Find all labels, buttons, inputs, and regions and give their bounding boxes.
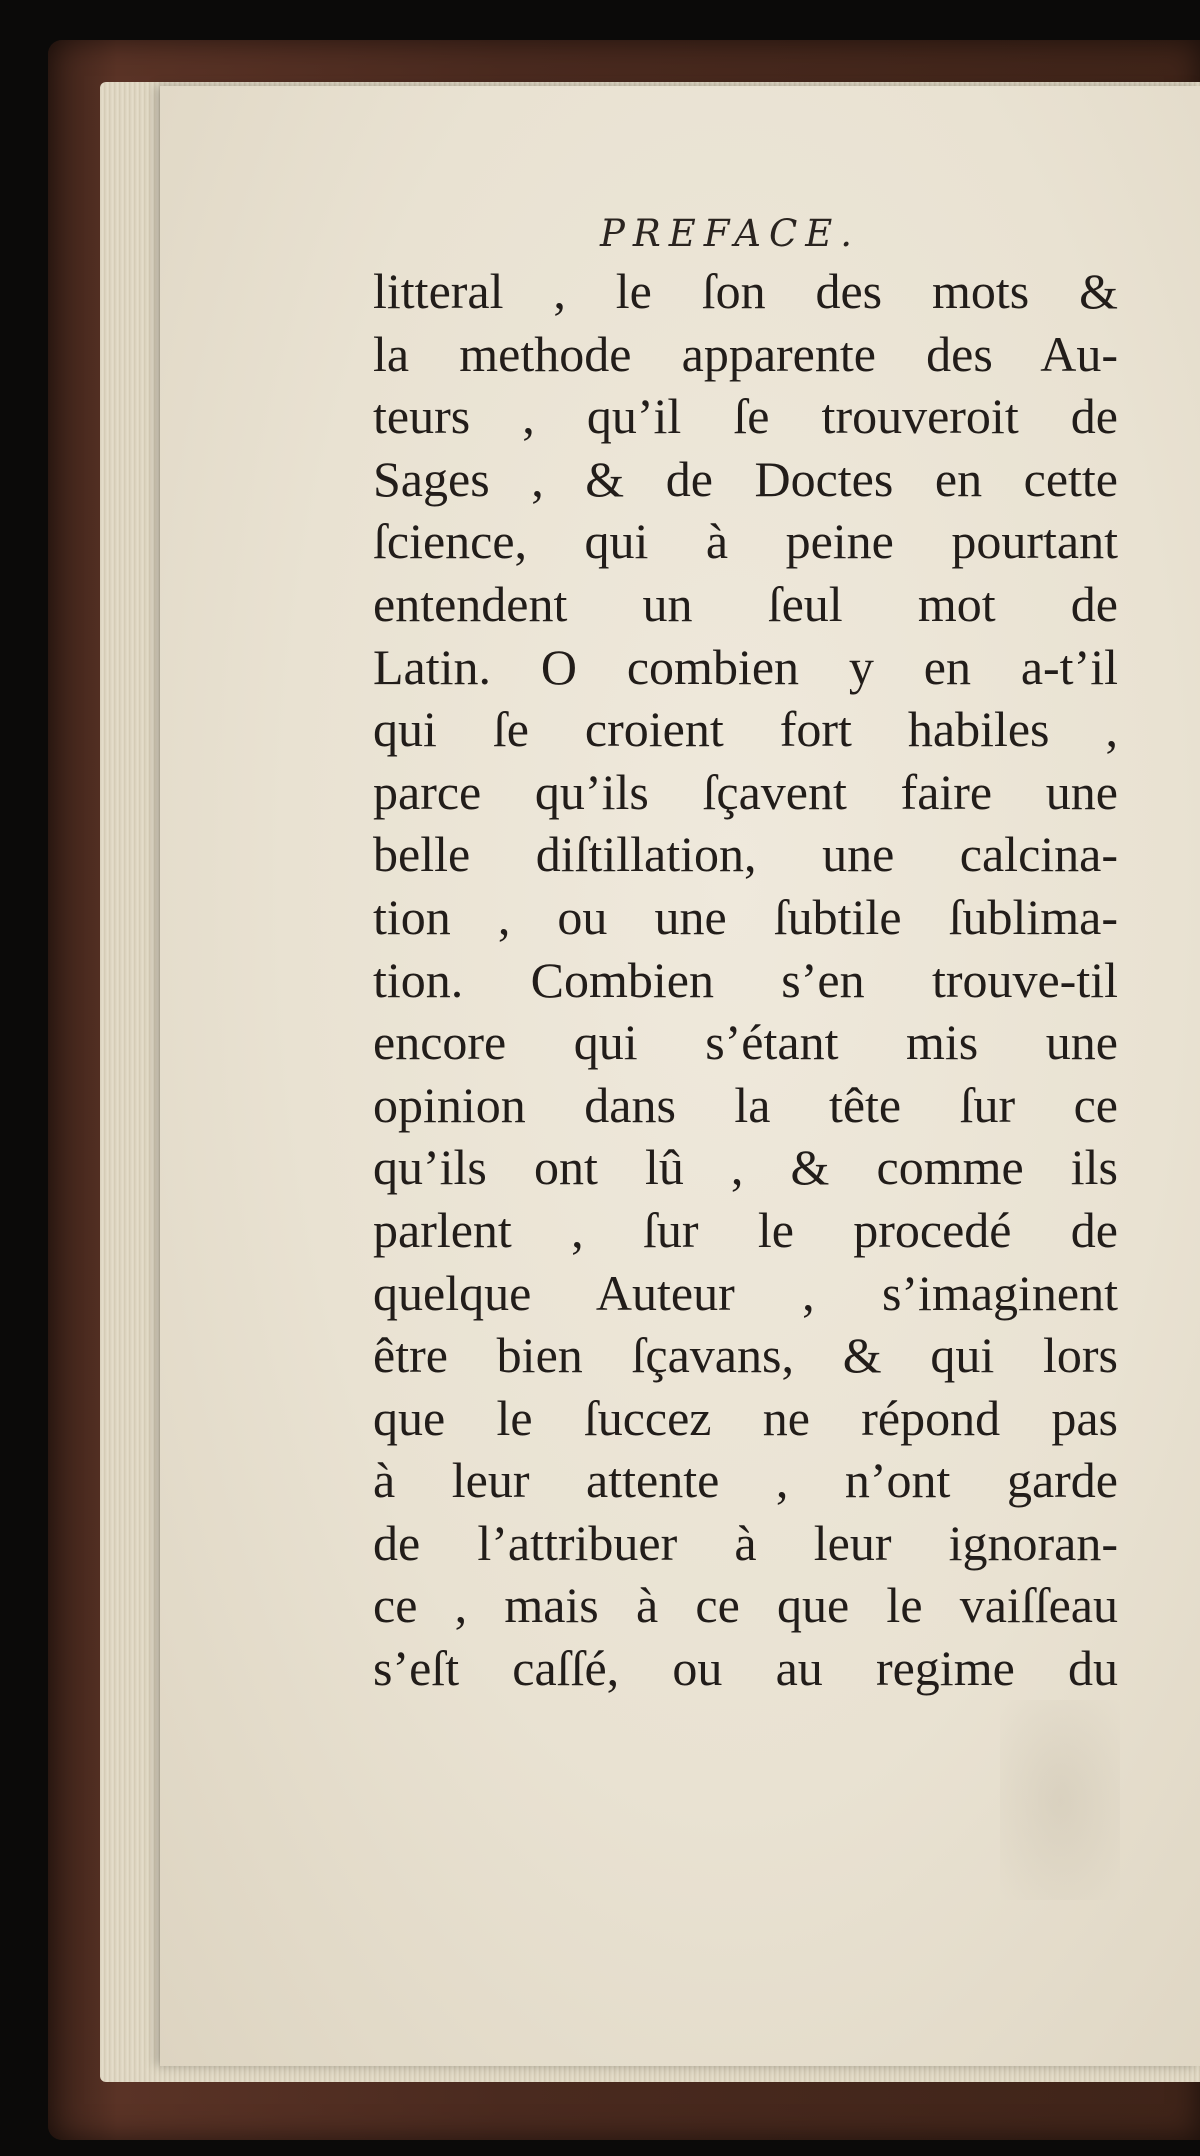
text-line: qui ſe croient fort habiles , [373, 701, 1118, 758]
text-line: entendent un ſeul mot de [373, 575, 1118, 632]
text-line: à leur attente , n’ont garde [373, 1452, 1118, 1509]
text-line: encore qui s’étant mis une [373, 1014, 1118, 1071]
text-line: teurs , qu’il ſe trouveroit de [373, 388, 1118, 445]
page-stain [1000, 1700, 1120, 1900]
text-line: parlent , ſur le procedé de [373, 1201, 1118, 1258]
text-line: que le ſuccez ne répond pas [373, 1389, 1118, 1446]
body-text [373, 260, 1118, 1700]
text-line: qu’ils ont lû , & comme ils [373, 1139, 1118, 1196]
running-head: PREFACE. [600, 212, 861, 255]
text-line: la methode apparente des Au- [373, 325, 1118, 382]
text-line: quelque Auteur , s’imaginent [373, 1264, 1118, 1321]
text-line: de l’attribuer à leur ignoran- [373, 1514, 1118, 1571]
text-line: opinion dans la tête ſur ce [373, 1076, 1118, 1133]
text-line: ce , mais à ce que le vaiſſeau [373, 1577, 1118, 1634]
text-line: s’eſt caſſé, ou au regime du [373, 1640, 1118, 1697]
text-line: ſcience, qui à peine pourtant [373, 513, 1118, 570]
text-line: Sages , & de Doctes en cette [373, 450, 1118, 507]
text-line: Latin. O combien y en a-t’il [373, 638, 1118, 695]
text-line: être bien ſçavans, & qui lors [373, 1327, 1118, 1384]
text-line: litteral , le ſon des mots & [373, 263, 1118, 319]
text-line: tion , ou une ſubtile ſublima- [373, 888, 1118, 945]
text-line: parce qu’ils ſçavent faire une [373, 763, 1118, 820]
text-line: belle diſtillation, une calcina- [373, 826, 1118, 883]
text-line: tion. Combien s’en trouve-til [373, 951, 1118, 1008]
